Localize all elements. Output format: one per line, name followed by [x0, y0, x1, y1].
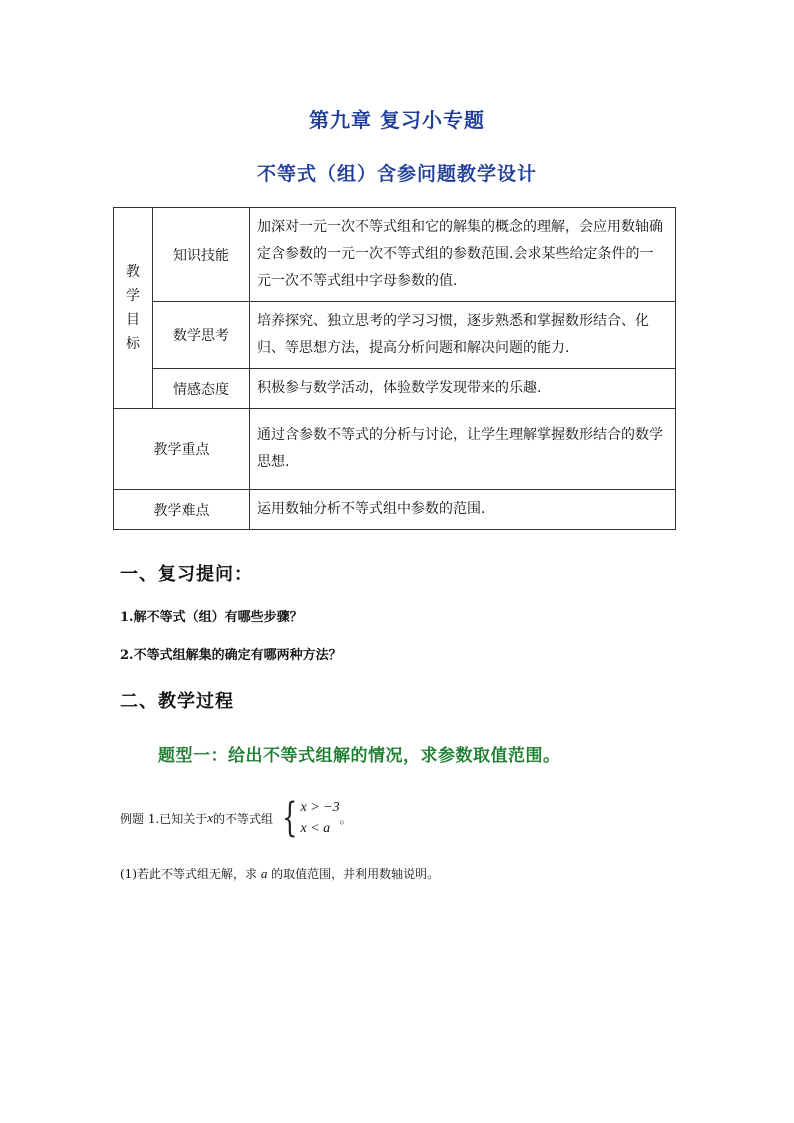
table-row — [114, 490, 676, 530]
goal-header-char: 学 — [126, 288, 140, 304]
table-row — [114, 208, 676, 302]
difficulty-text: 运用数轴分析不等式组中参数的范围. — [250, 490, 676, 530]
row-text-knowledge: 加深对一元一次不等式组和它的解集的概念的理解，会应用数轴确定含参数的一元一次不等式组的参数范围.会求某些给定条件的一元一次不等式组中字母参数的值. — [250, 208, 676, 302]
row-text-thinking: 培养探究、独立思考的学习习惯，逐步熟悉和掌握数形结合、化归、等思想方法，提高分析问题和解决问题的能力. — [250, 302, 676, 369]
example-middle: 的不等式组 — [213, 811, 274, 826]
row-text-attitude: 积极参与数学活动，体验数学发现带来的乐趣. — [250, 369, 676, 409]
row-label-thinking: 数学思考 — [153, 302, 250, 369]
goal-header-char: 教 — [126, 264, 140, 280]
example-1 — [120, 796, 352, 840]
difficulty-label: 教学难点 — [114, 490, 250, 530]
example-subquestion-1 — [120, 865, 439, 882]
row-label-knowledge: 知识技能 — [153, 208, 250, 302]
table-row — [114, 409, 676, 490]
chapter-title: 第九章 复习小专题 — [309, 108, 485, 132]
section-heading-review: 一、复习提问： — [120, 564, 253, 585]
inequality-line-2: x < a — [300, 821, 331, 836]
inequality-line-1: x > −3 — [300, 800, 340, 815]
left-brace-icon: { — [282, 795, 298, 841]
problem-type-1-heading: 题型一：给出不等式组解的情况，求参数取值范围。 — [158, 746, 561, 766]
review-question-2: 2.不等式组解集的确定有哪两种方法？ — [120, 648, 342, 663]
section-heading-process: 二、教学过程 — [120, 691, 234, 712]
review-question-1: 1.解不等式（组）有哪些步骤？ — [120, 610, 303, 625]
key-point-text: 通过含参数不等式的分析与讨论，让学生理解掌握数形结合的数学思想. — [250, 409, 676, 490]
subquestion-after: 的取值范围，并利用数轴说明。 — [267, 867, 440, 881]
table-row — [114, 369, 676, 409]
table-row — [114, 302, 676, 369]
goal-header-cell — [114, 208, 153, 409]
subquestion-before: (1)若此不等式组无解，求 — [120, 867, 261, 881]
key-point-label: 教学重点 — [114, 409, 250, 490]
lesson-title: 不等式（组）含参问题教学设计 — [256, 163, 537, 185]
inequality-system — [277, 797, 340, 839]
example-variable: x — [207, 810, 214, 825]
subquestion-variable: a — [260, 866, 268, 881]
row-label-attitude: 情感态度 — [153, 369, 250, 409]
goal-header-char: 标 — [126, 336, 140, 352]
example-suffix: 。 — [339, 811, 352, 826]
example-prefix: 例题 1.已知关于 — [120, 811, 208, 826]
goal-header-char: 目 — [126, 312, 140, 328]
teaching-goals-table — [113, 207, 676, 530]
